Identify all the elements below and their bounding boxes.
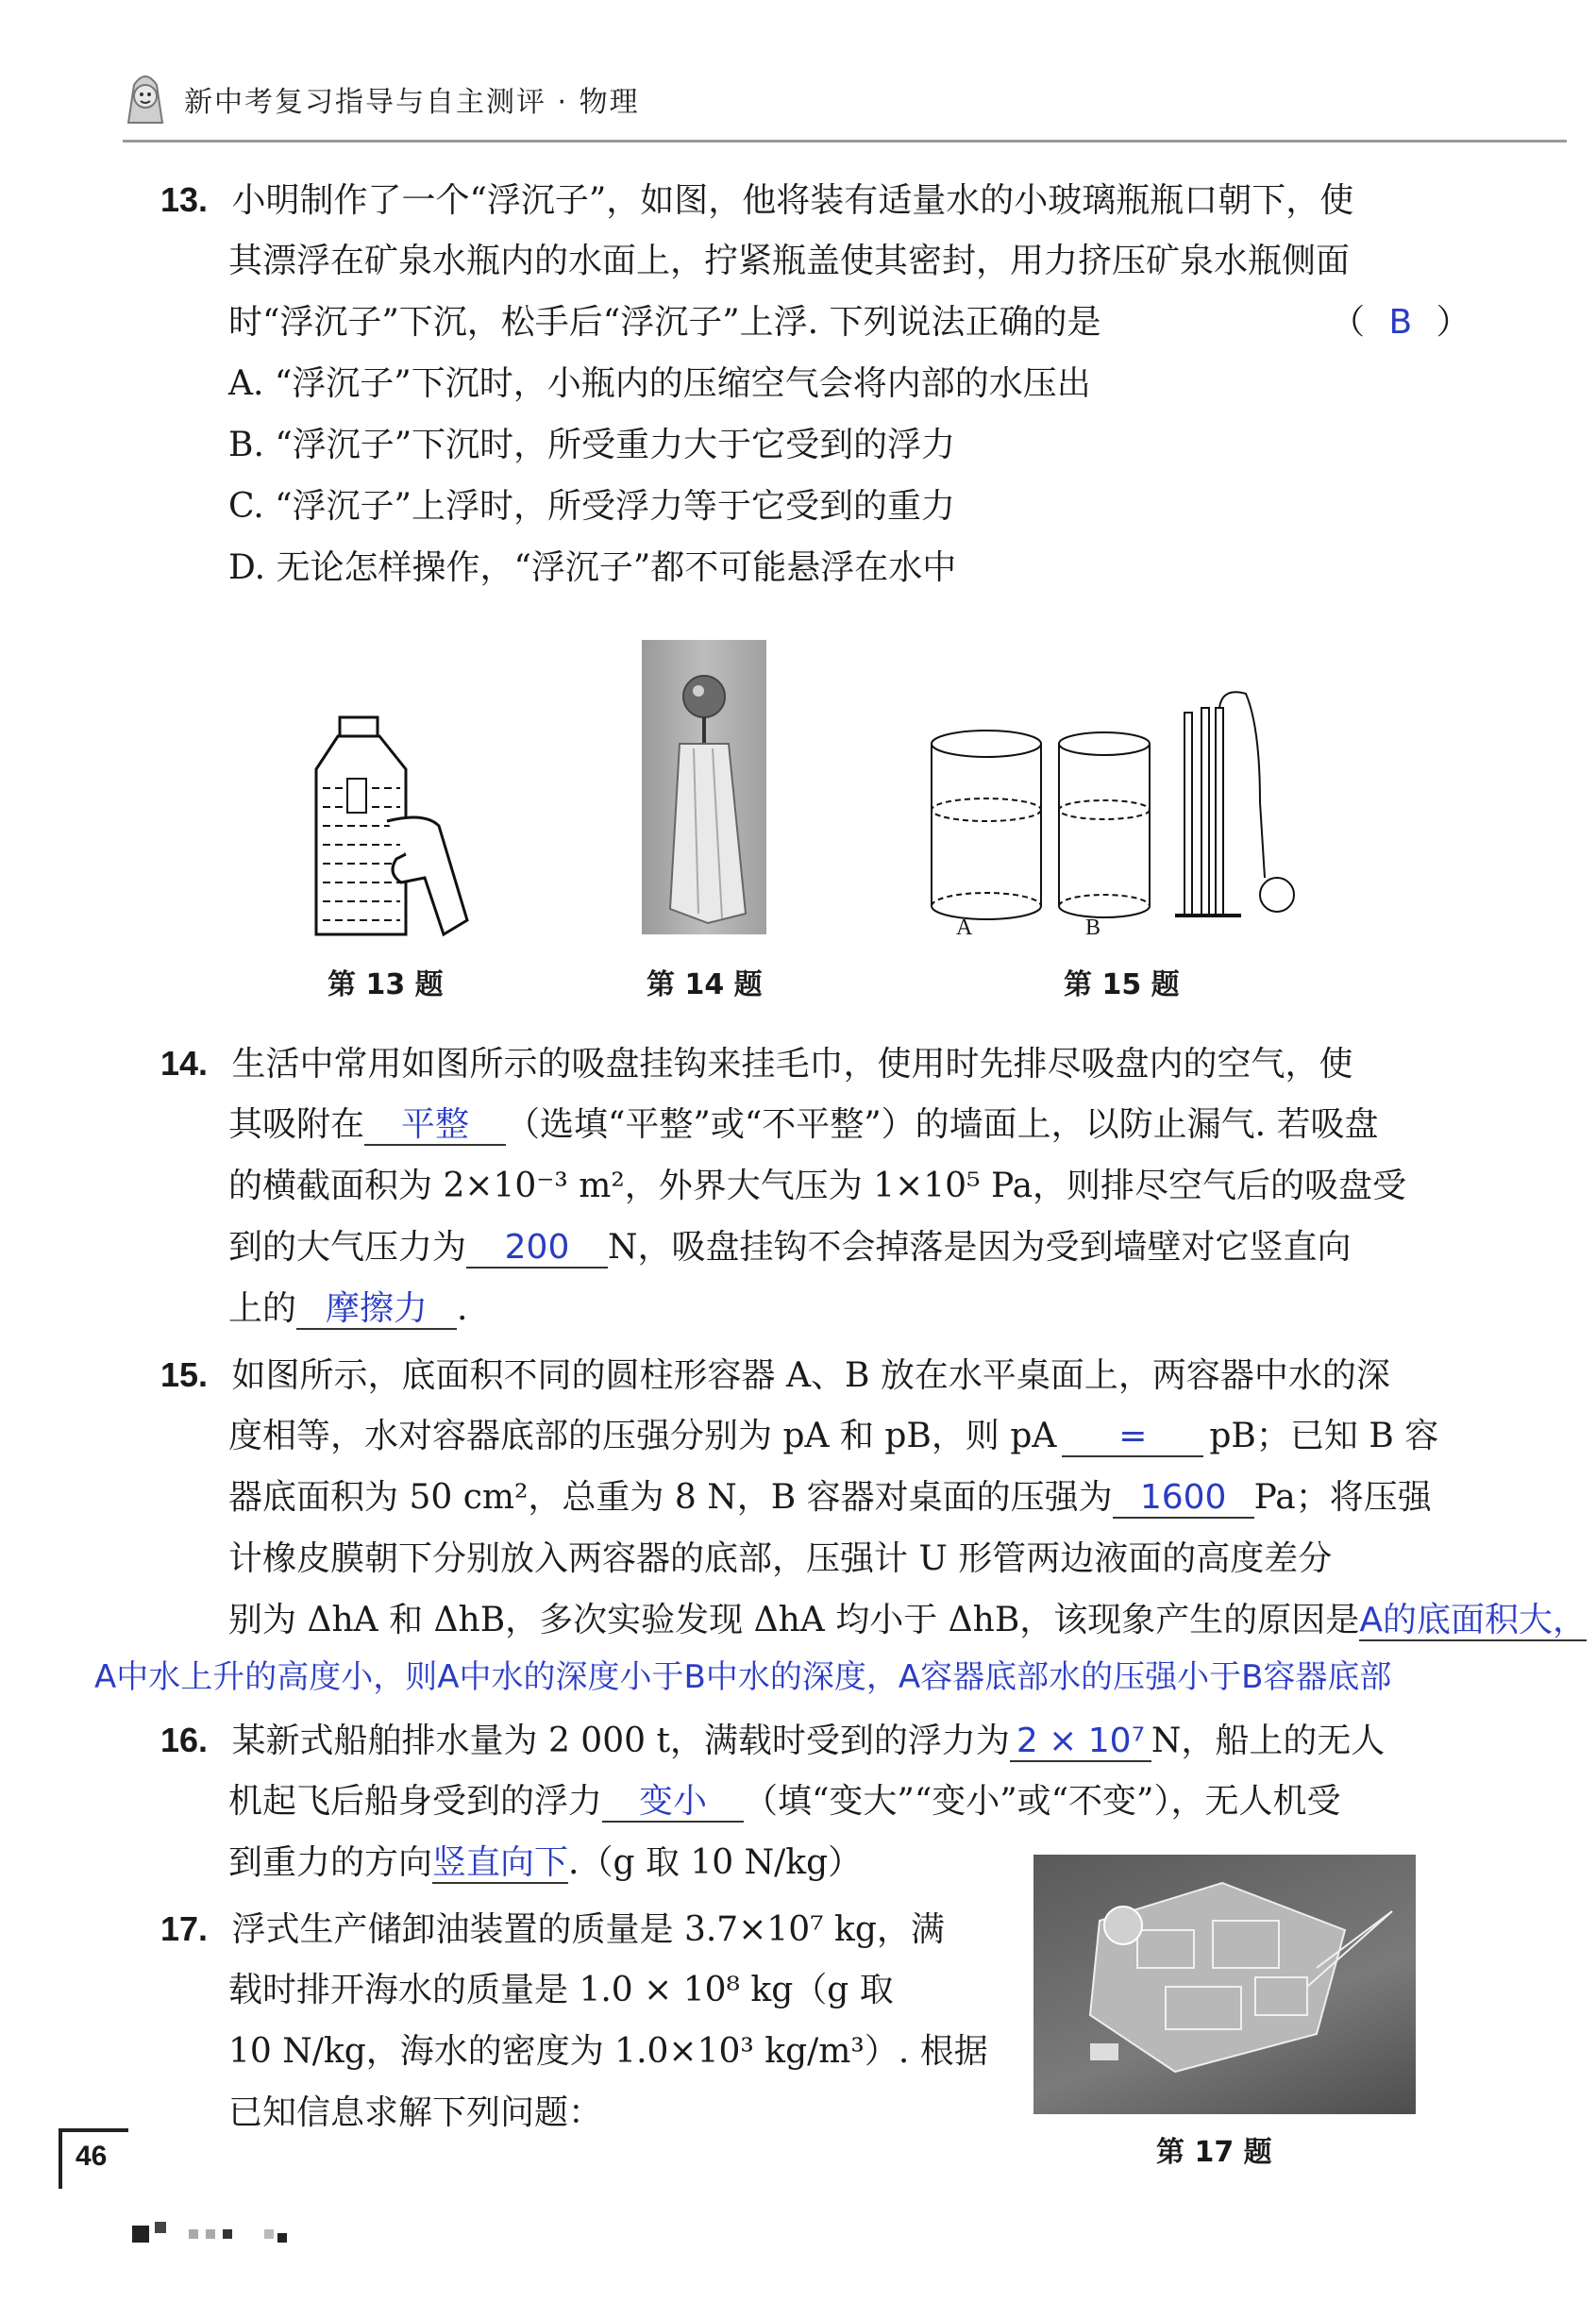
fig15-containers-illustration: [920, 689, 1317, 944]
q14-text-2a: 其吸附在: [228, 1105, 365, 1144]
q14-text-1: 生活中常用如图所示的吸盘挂钩来挂毛巾，使用时先排尽吸盘内的空气，使: [231, 1045, 1353, 1084]
q15-answer-3-part-1: A的底面积大，: [1359, 1601, 1587, 1639]
fig15-label-a: A: [956, 916, 973, 940]
q17-text-2: 载时排开海水的质量是 1.0 × 10⁸ kg（g 取: [228, 1971, 894, 2009]
q14-text-5b: .: [457, 1289, 468, 1328]
q16-text-2a: 机起飞后船身受到的浮力: [228, 1782, 603, 1821]
q14-line-5: [228, 1288, 467, 1330]
q16-text-3a: 到重力的方向: [228, 1843, 433, 1882]
footer-decoration-squares: [132, 2218, 321, 2246]
q13-text-2: 其漂浮在矿泉水瓶内的水面上，拧紧瓶盖使其密封，用力挤压矿泉水瓶侧面: [228, 242, 1351, 280]
q15-answer-3-part-2: A中水上升的高度小，则A中水的深度小于B中水的深度，A容器底部水的压强小于B容器底部: [94, 1658, 1392, 1696]
fig14-suction-hook-photo: [642, 640, 766, 934]
q17-number: 17.: [160, 1909, 209, 1948]
q16-text-1b: N，船上的无人: [1151, 1722, 1386, 1760]
q15-number: 15.: [160, 1355, 209, 1394]
q14-text-3: 的横截面积为 2×10⁻³ m²，外界大气压为 1×10⁵ Pa，则排尽空气后的吸盘受: [228, 1167, 1407, 1205]
q15-line-1: [160, 1354, 1390, 1397]
header-title: 新中考复习指导与自主测评 · 物理: [184, 86, 640, 119]
q15-line-3: [228, 1477, 1432, 1519]
q13-option-c: C. “浮沉子”上浮时，所受浮力等于它受到的重力: [228, 487, 955, 526]
q17-text-4: 已知信息求解下列问题：: [228, 2093, 603, 2132]
fig17-caption: 第 17 题: [1156, 2136, 1272, 2169]
q16-line-3: [228, 1842, 862, 1884]
bracket-close: ）: [1436, 303, 1470, 342]
q13-answer-bracket: [1331, 302, 1470, 344]
q15-text-4: 计橡皮膜朝下分别放入两容器的底部，压强计 U 形管两边液面的高度差分: [228, 1539, 1333, 1578]
q13-answer: B: [1388, 303, 1413, 342]
fig13-caption: 第 13 题: [328, 968, 444, 1001]
q16-text-3b: .（g 取 10 N/kg）: [568, 1843, 863, 1882]
bracket-open: （: [1331, 303, 1366, 342]
q17-text-3: 10 N/kg，海水的密度为 1.0×10³ kg/m³）. 根据: [228, 2032, 988, 2071]
fig14-caption: 第 14 题: [647, 968, 763, 1001]
q14-text-4b: N，吸盘挂钩不会掉落是因为受到墙壁对它竖直向: [608, 1228, 1352, 1267]
q14-text-5a: 上的: [228, 1289, 297, 1328]
q13-option-d: D. 无论怎样操作，“浮沉子”都不可能悬浮在水中: [228, 548, 957, 587]
q15-text-3b: Pa；将压强: [1253, 1478, 1432, 1517]
q14-text-2b: （选填“平整”或“不平整”）的墙面上，以防止漏气. 若吸盘: [506, 1105, 1379, 1144]
q15-answer-2: 1600: [1113, 1479, 1254, 1519]
q14-number: 14.: [160, 1044, 209, 1083]
q17-line-1: [160, 1908, 945, 1951]
q15-text-5a: 别为 ΔhA 和 ΔhB，多次实验发现 ΔhA 均小于 ΔhB，该现象产生的原因是: [228, 1601, 1360, 1639]
q14-line-2: [228, 1104, 1379, 1146]
q15-answer-1: =: [1062, 1418, 1203, 1457]
fig13-bottle-illustration: [311, 713, 472, 939]
q14-line-4: [228, 1227, 1352, 1269]
q13-option-b: B. “浮沉子”下沉时，所受重力大于它受到的浮力: [228, 426, 956, 464]
q16-line-2: [228, 1781, 1340, 1823]
q14-answer-2: 200: [466, 1229, 608, 1269]
q13-text-1: 小明制作了一个“浮沉子”，如图，他将装有适量水的小玻璃瓶瓶口朝下，使: [231, 181, 1354, 220]
q15-text-2a: 度相等，水对容器底部的压强分别为 pA 和 pB，则 pA: [228, 1417, 1057, 1455]
q15-text-3a: 器底面积为 50 cm²，总重为 8 N，B 容器对桌面的压强为: [228, 1478, 1113, 1517]
q15-text-1: 如图所示，底面积不同的圆柱形容器 A、B 放在水平桌面上，两容器中水的深: [231, 1356, 1390, 1395]
q13-line-1: [160, 179, 1353, 222]
q16-text-1a: 某新式船舶排水量为 2 000 t，满载时受到的浮力为: [231, 1722, 1010, 1760]
page-number: 46: [76, 2141, 108, 2172]
q16-answer-1: 2 × 10⁷: [1010, 1722, 1151, 1762]
fig15-caption: 第 15 题: [1064, 968, 1180, 1001]
q14-text-4a: 到的大气压力为: [228, 1228, 467, 1267]
q15-line-2: [228, 1416, 1438, 1457]
q17-text-1: 浮式生产储卸油装置的质量是 3.7×10⁷ kg，满: [231, 1910, 945, 1949]
q15-line-5: [228, 1600, 1587, 1641]
q14-answer-1: 平整: [364, 1106, 506, 1146]
fig15-label-b: B: [1085, 916, 1101, 940]
q14-line-1: [160, 1043, 1353, 1085]
q16-answer-3: 竖直向下: [432, 1843, 569, 1882]
fig17-oil-platform-photo: [1033, 1855, 1416, 2114]
q16-answer-2: 变小: [602, 1783, 744, 1823]
q16-text-2b: （填“变大”“变小”或“不变”），无人机受: [744, 1782, 1341, 1821]
q15-text-2b: pB；已知 B 容: [1209, 1417, 1439, 1455]
q16-line-1: [160, 1720, 1385, 1762]
q16-number: 16.: [160, 1721, 209, 1759]
q13-number: 13.: [160, 180, 209, 219]
q13-option-a: A. “浮沉子”下沉时，小瓶内的压缩空气会将内部的水压出: [228, 364, 1091, 403]
q13-text-3: 时“浮沉子”下沉，松手后“浮沉子”上浮. 下列说法正确的是: [228, 303, 1101, 342]
q14-answer-3: 摩擦力: [296, 1290, 457, 1330]
